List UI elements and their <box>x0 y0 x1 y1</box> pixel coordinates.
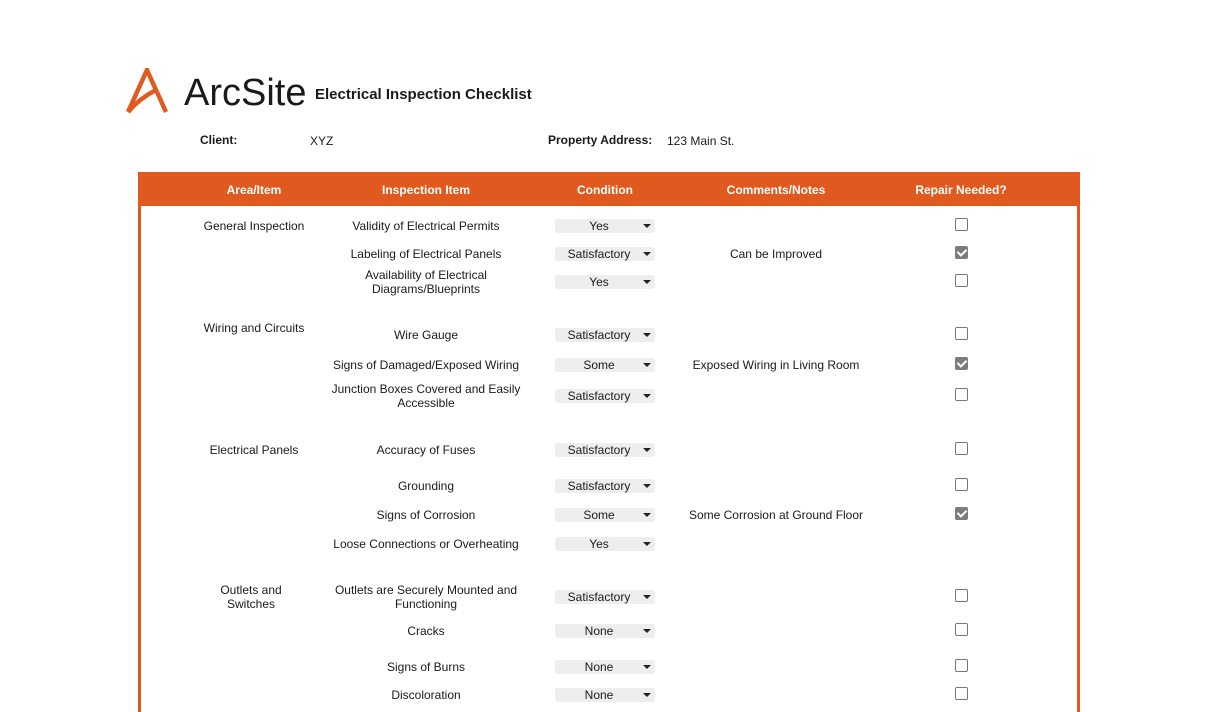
condition-select[interactable] <box>555 219 655 233</box>
condition-select[interactable] <box>555 275 655 289</box>
condition-value: Yes <box>589 537 609 551</box>
condition-select[interactable] <box>555 688 655 702</box>
header-condition: Condition <box>577 183 633 197</box>
condition-select[interactable] <box>555 328 655 342</box>
condition-select[interactable] <box>555 537 655 551</box>
inspection-item: Signs of Damaged/Exposed Wiring <box>332 358 520 372</box>
chevron-down-icon <box>643 252 651 256</box>
page-title: Electrical Inspection Checklist <box>315 86 532 103</box>
condition-select[interactable] <box>555 358 655 372</box>
inspection-item: Loose Connections or Overheating <box>333 537 519 551</box>
inspection-item: Labeling of Electrical Panels <box>350 247 502 261</box>
chevron-down-icon <box>643 280 651 284</box>
repair-needed-checkbox[interactable] <box>955 687 968 700</box>
chevron-down-icon <box>643 333 651 337</box>
comment-note: Some Corrosion at Ground Floor <box>688 508 864 522</box>
repair-needed-checkbox[interactable] <box>955 507 968 520</box>
header-comments: Comments/Notes <box>726 183 826 197</box>
condition-select[interactable] <box>555 508 655 522</box>
condition-value: None <box>584 688 614 702</box>
condition-select[interactable] <box>555 660 655 674</box>
condition-value: Yes <box>589 219 609 233</box>
chevron-down-icon <box>643 595 651 599</box>
inspection-item: Signs of Corrosion <box>376 508 476 522</box>
inspection-item: Grounding <box>397 479 455 493</box>
chevron-down-icon <box>643 224 651 228</box>
comment-note: Exposed Wiring in Living Room <box>692 358 860 372</box>
chevron-down-icon <box>643 363 651 367</box>
condition-select[interactable] <box>555 590 655 604</box>
inspection-item: Junction Boxes Covered and Easily Accessible <box>331 382 521 410</box>
condition-value: Satisfactory <box>567 247 631 261</box>
inspection-item: Signs of Burns <box>386 660 466 674</box>
condition-value: None <box>584 624 614 638</box>
condition-select[interactable] <box>555 389 655 403</box>
area-label: Wiring and Circuits <box>203 321 305 335</box>
inspection-item: Discoloration <box>391 688 461 702</box>
area-label: Electrical Panels <box>209 443 299 457</box>
repair-needed-checkbox[interactable] <box>955 388 968 401</box>
condition-value: Some <box>583 358 615 372</box>
checklist-table <box>138 172 1080 712</box>
repair-needed-checkbox[interactable] <box>955 218 968 231</box>
chevron-down-icon <box>643 542 651 546</box>
condition-value: Some <box>583 508 615 522</box>
table-header <box>141 175 1077 206</box>
inspection-item: Accuracy of Fuses <box>376 443 476 457</box>
inspection-item: Validity of Electrical Permits <box>352 219 500 233</box>
arcsite-logo-icon <box>126 68 168 114</box>
client-value: XYZ <box>310 134 334 148</box>
area-label: Outlets and Switches <box>220 583 282 611</box>
condition-value: Satisfactory <box>567 389 631 403</box>
chevron-down-icon <box>643 484 651 488</box>
chevron-down-icon <box>643 513 651 517</box>
address-label: Property Address: <box>548 133 653 147</box>
chevron-down-icon <box>643 693 651 697</box>
comment-note: Can be Improved <box>729 247 823 261</box>
brand-name: ArcSite <box>184 72 307 114</box>
repair-needed-checkbox[interactable] <box>955 246 968 259</box>
repair-needed-checkbox[interactable] <box>955 327 968 340</box>
condition-select[interactable] <box>555 443 655 457</box>
inspection-item: Wire Gauge <box>393 328 459 342</box>
condition-value: None <box>584 660 614 674</box>
repair-needed-checkbox[interactable] <box>955 442 968 455</box>
area-label: General Inspection <box>203 219 305 233</box>
address-value: 123 Main St. <box>667 134 735 148</box>
header-inspection-item: Inspection Item <box>381 183 470 197</box>
condition-value: Yes <box>589 275 609 289</box>
condition-value: Satisfactory <box>567 590 631 604</box>
chevron-down-icon <box>643 629 651 633</box>
condition-value: Satisfactory <box>567 328 631 342</box>
header-area: Area/Item <box>226 183 282 197</box>
repair-needed-checkbox[interactable] <box>955 659 968 672</box>
condition-value: Satisfactory <box>567 479 631 493</box>
repair-needed-checkbox[interactable] <box>955 274 968 287</box>
client-label: Client: <box>200 133 238 147</box>
chevron-down-icon <box>643 665 651 669</box>
chevron-down-icon <box>643 448 651 452</box>
header-repair-needed: Repair Needed? <box>915 183 1007 197</box>
condition-value: Satisfactory <box>567 443 631 457</box>
inspection-item: Availability of Electrical Diagrams/Blueprints <box>365 268 487 296</box>
inspection-item: Cracks <box>407 624 445 638</box>
condition-select[interactable] <box>555 479 655 493</box>
repair-needed-checkbox[interactable] <box>955 478 968 491</box>
repair-needed-checkbox[interactable] <box>955 589 968 602</box>
condition-select[interactable] <box>555 624 655 638</box>
inspection-item: Outlets are Securely Mounted and Functioning <box>334 583 518 611</box>
condition-select[interactable] <box>555 247 655 261</box>
repair-needed-checkbox[interactable] <box>955 623 968 636</box>
repair-needed-checkbox[interactable] <box>955 357 968 370</box>
chevron-down-icon <box>643 394 651 398</box>
